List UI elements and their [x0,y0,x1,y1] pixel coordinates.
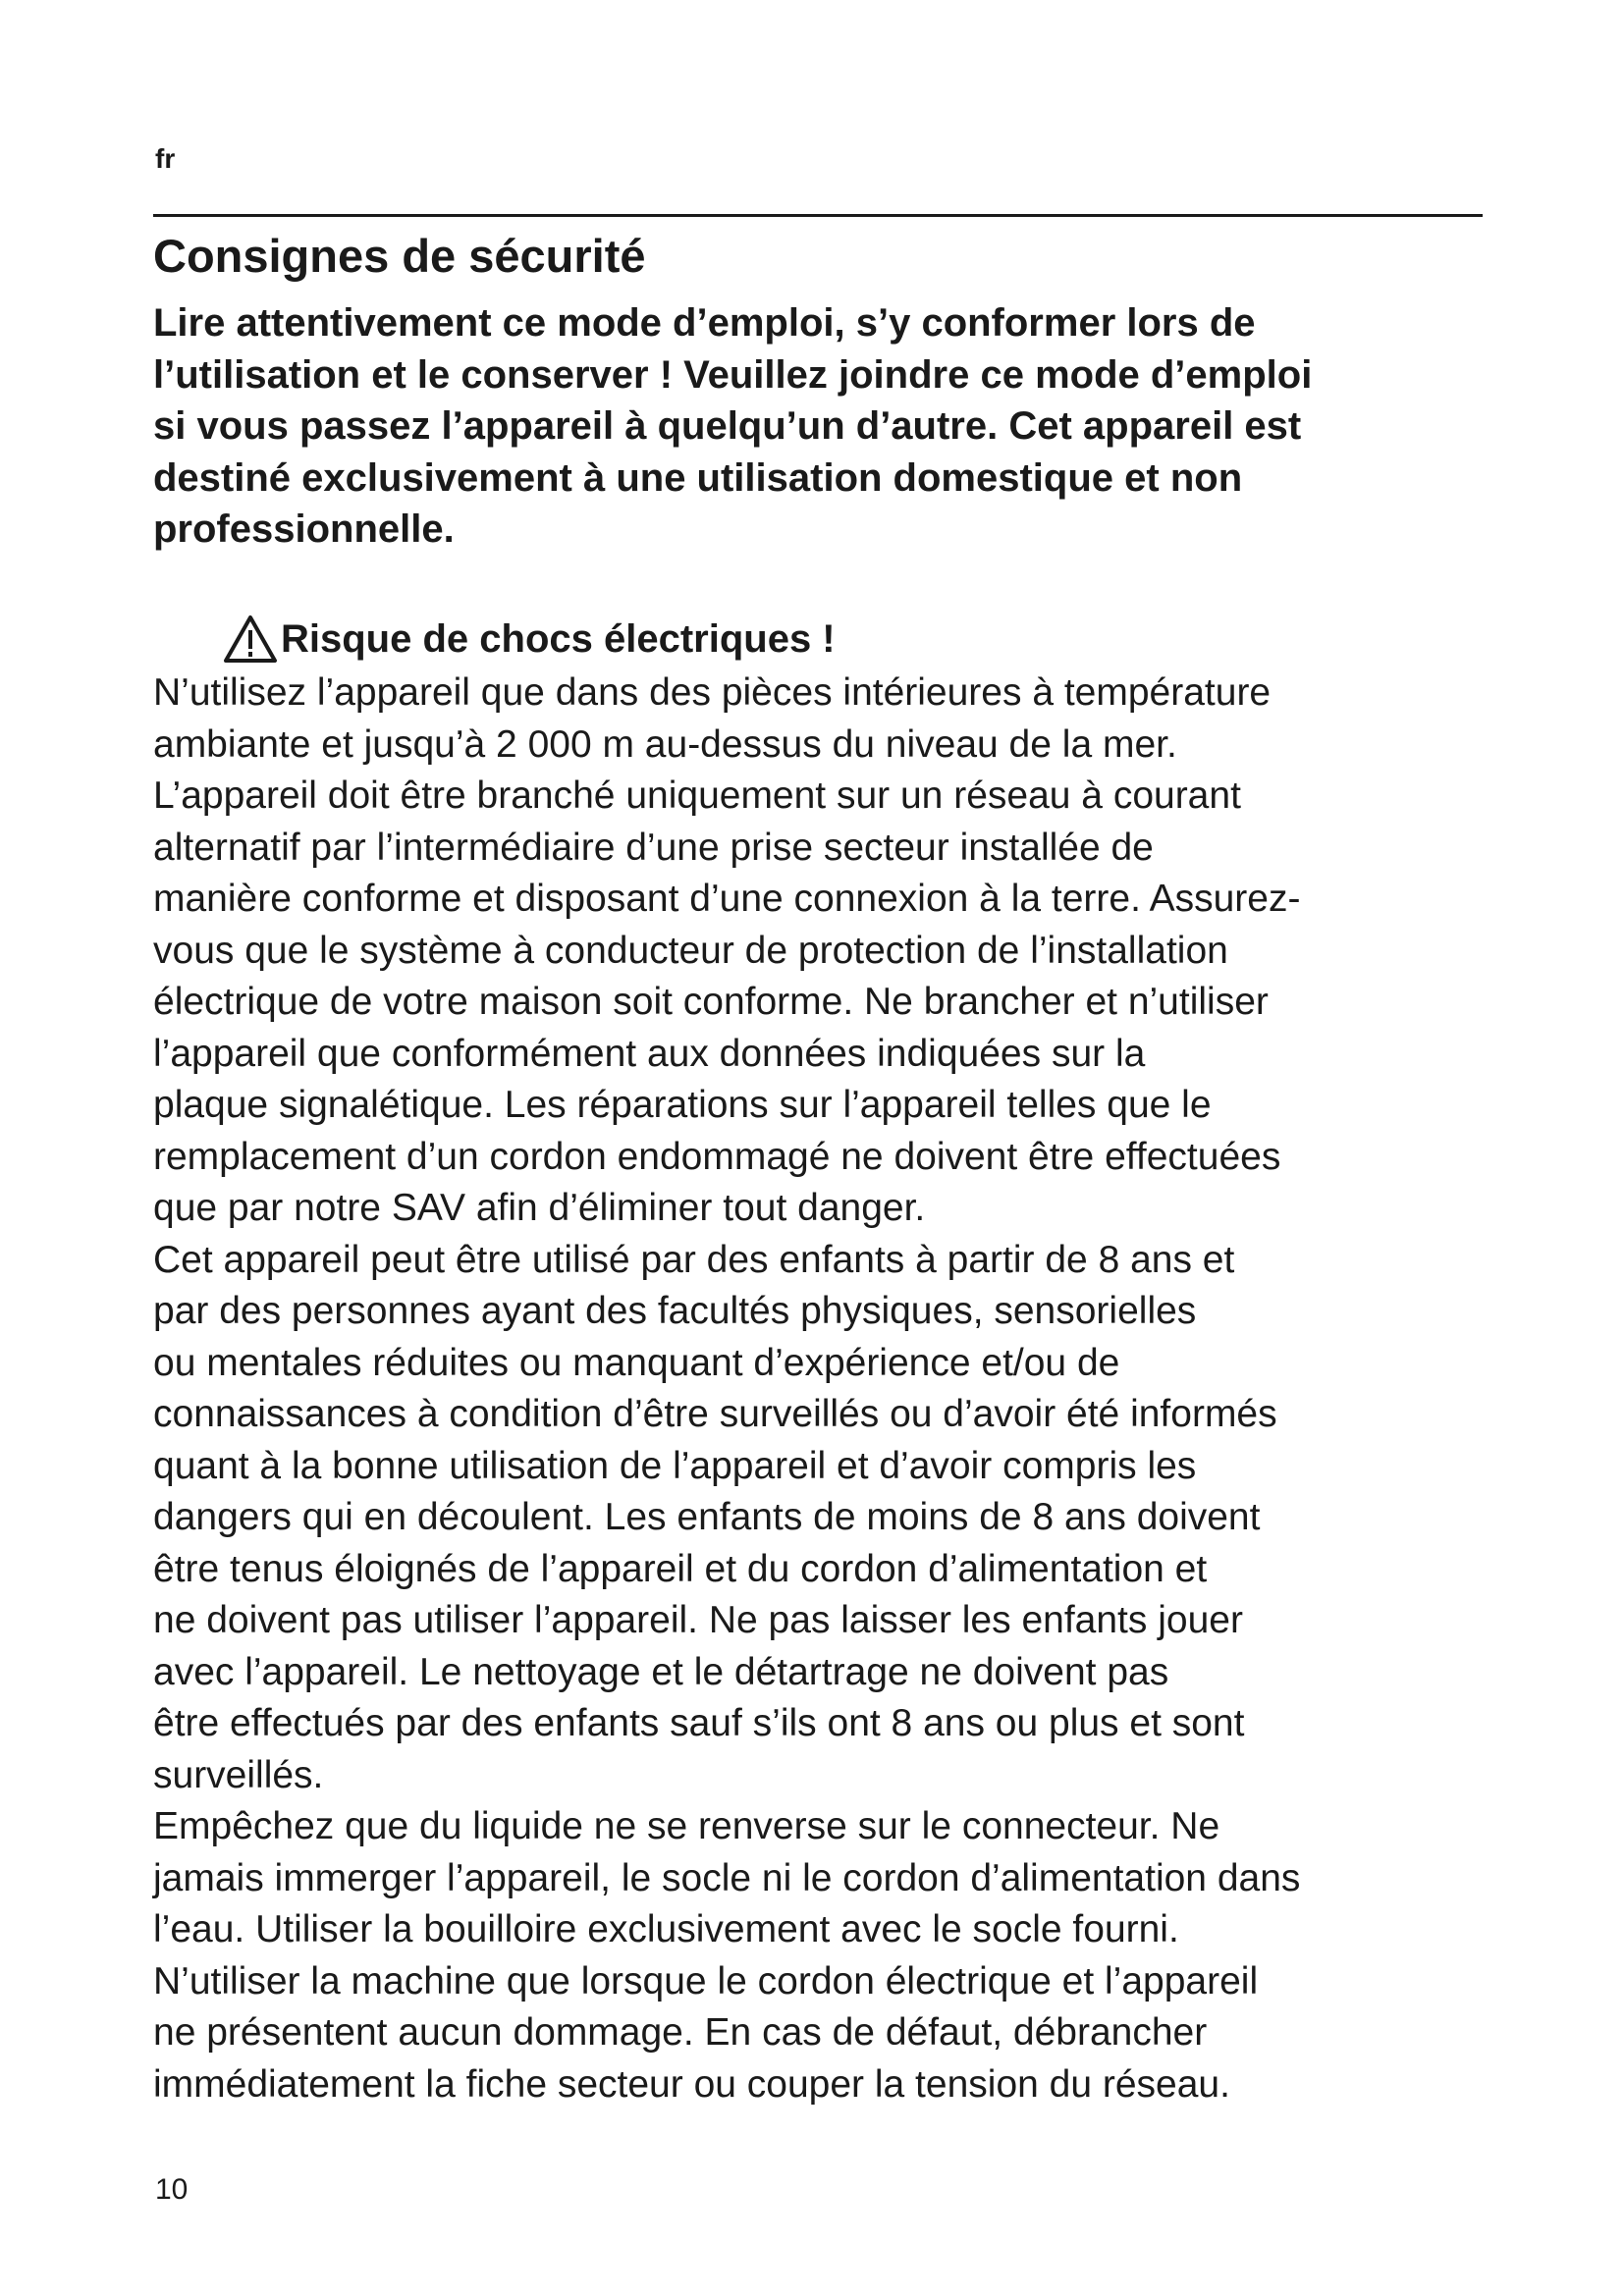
intro-line: l’utilisation et le conserver ! Veuillez joindre ce mode d’emploi [153,352,1313,397]
warning-heading-text: Risque de chocs électriques ! [281,616,836,661]
body-line: alternatif par l’intermédiaire d’une prise secteur installée de [153,826,1154,869]
body-line: être effectués par des enfants sauf s’ils ont 8 ans ou plus et sont [153,1702,1245,1744]
body-line: immédiatement la fiche secteur ou couper la tension du réseau. [153,2062,1230,2106]
intro-line: destiné exclusivement à une utilisation domestique et non [153,455,1243,500]
body-line: électrique de votre maison soit conforme. Ne brancher et n’utiliser [153,981,1269,1023]
intro-paragraph [153,297,1489,556]
body-line: quant à la bonne utilisation de l’appareil et d’avoir compris les [153,1444,1197,1487]
body-line: N’utilisez l’appareil que dans des pièces intérieures à température [153,671,1272,714]
intro-line: Lire attentivement ce mode d’emploi, s’y conformer lors de [153,301,1256,345]
body-line: avec l’appareil. Le nettoyage et le détartrage ne doivent pas [153,1650,1169,1693]
intro-line: professionnelle. [153,507,455,551]
body-line: ambiante et jusqu’à 2 000 m au-dessus du niveau de la mer. [153,722,1177,766]
section-title: Consignes de sécurité [153,230,646,282]
body-line: Empêchez que du liquide ne se renverse sur le connecteur. Ne [153,1805,1220,1847]
body-line: manière conforme et disposant d’une connexion à la terre. Assurez- [153,878,1301,920]
body-line: par des personnes ayant des facultés physiques, sensorielles [153,1290,1197,1332]
body-line: l’appareil que conformément aux données indiquées sur la [153,1032,1146,1075]
body-line: remplacement d’un cordon endommagé ne doivent être effectuées [153,1135,1281,1178]
body-line: vous que le système à conducteur de protection de l’installation [153,929,1228,972]
body-line: ou mentales réduites ou manquant d’expérience et/ou de [153,1341,1120,1384]
page-number: 10 [155,2173,189,2206]
body-line: l’eau. Utiliser la bouilloire exclusivement avec le socle fourni. [153,1908,1179,1950]
body-line: ne doivent pas utiliser l’appareil. Ne pas laisser les enfants jouer [153,1599,1243,1641]
language-label: fr [155,143,176,174]
warning-triangle-icon [222,614,279,665]
body-line: surveillés. [153,1753,324,1796]
header-rule [153,214,1483,217]
warning-heading [222,609,836,669]
body-line: L’appareil doit être branché uniquement sur un réseau à courant [153,774,1241,817]
body-line: jamais immerger l’appareil, le socle ni le cordon d’alimentation dans [153,1856,1301,1899]
body-line: N’utiliser la machine que lorsque le cordon électrique et l’appareil [153,1959,1259,2002]
body-line: ne présentent aucun dommage. En cas de défaut, débrancher [153,2011,1208,2054]
body-line: être tenus éloignés de l’appareil et du cordon d’alimentation et [153,1547,1208,1590]
intro-line: si vous passez l’appareil à quelqu’un d’autre. Cet appareil est [153,404,1302,448]
body-paragraph [153,667,1489,2110]
body-line: Cet appareil peut être utilisé par des enfants à partir de 8 ans et [153,1238,1235,1281]
body-line: dangers qui en découlent. Les enfants de moins de 8 ans doivent [153,1496,1261,1538]
body-line: connaissances à condition d’être surveillés ou d’avoir été informés [153,1393,1277,1435]
body-line: plaque signalétique. Les réparations sur l’appareil telles que le [153,1084,1212,1126]
body-line: que par notre SAV afin d’éliminer tout danger. [153,1187,926,1229]
